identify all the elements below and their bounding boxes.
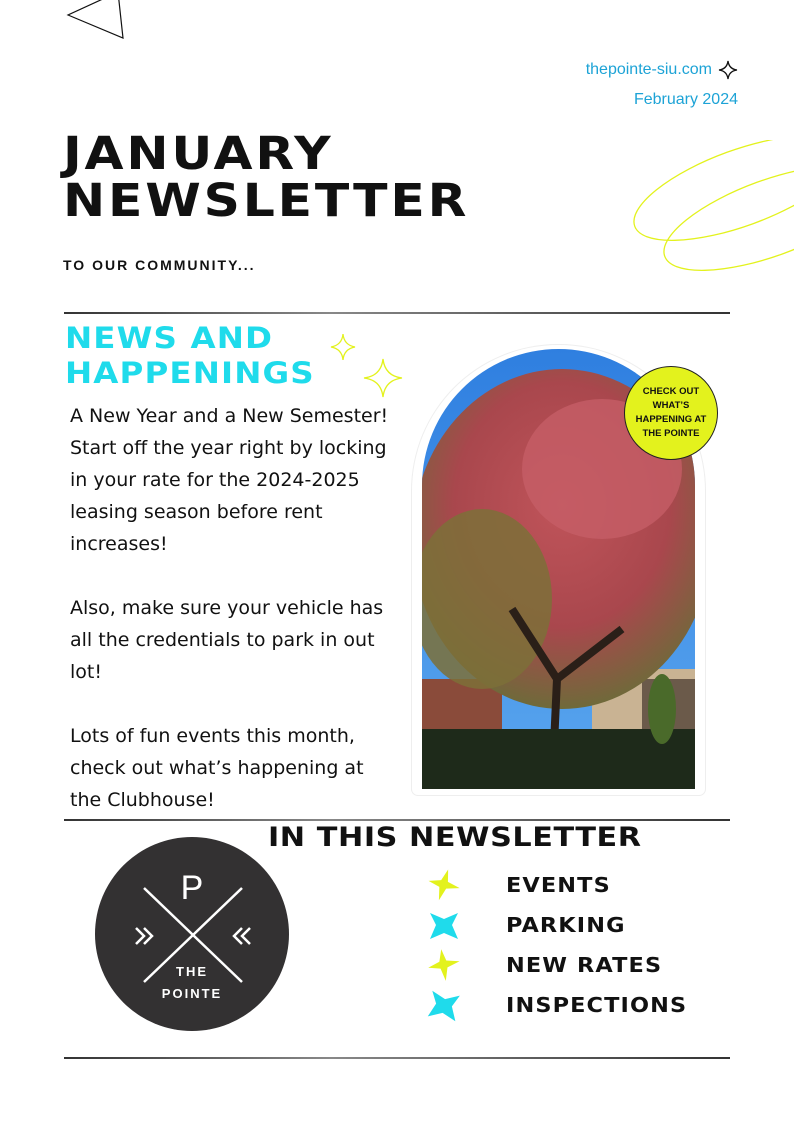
news-title-line-1: NEWS AND <box>65 321 274 355</box>
news-paragraph: A New Year and a New Semester! Start off the year right by locking in your rate for the 2024-2025 leasing season before rent increases! <box>70 405 389 555</box>
divider <box>64 1057 730 1059</box>
logo-line-1: THE <box>176 964 208 979</box>
news-title-line-2: HAPPENINGS <box>65 356 315 390</box>
news-body <box>70 400 400 848</box>
news-paragraph: Lots of fun events this month, check out what’s happening at the Clubhouse! <box>70 725 364 811</box>
toc-label: PARKING <box>506 913 626 937</box>
toc-list <box>426 865 688 1025</box>
title-line-1: JANUARY <box>63 127 334 180</box>
the-pointe-logo <box>94 836 290 1032</box>
website-text: thepointe-siu.com <box>585 61 712 78</box>
star-icon <box>426 947 462 983</box>
issue-date: February 2024 <box>633 91 738 108</box>
toc-label: INSPECTIONS <box>506 993 688 1017</box>
toc-label: EVENTS <box>506 873 611 897</box>
divider <box>64 312 730 314</box>
toc-label: NEW RATES <box>506 953 663 977</box>
news-paragraph: Also, make sure your vehicle has all the credentials to park in out lot! <box>70 597 384 683</box>
news-section-title <box>65 321 315 391</box>
sparkle-icon <box>330 333 356 361</box>
page-title <box>63 127 470 227</box>
logo-line-2: POINTE <box>161 986 223 1001</box>
ellipse-decoration-icon <box>630 140 794 290</box>
website-link[interactable] <box>586 60 738 80</box>
sparkle-icon <box>363 358 403 398</box>
toc-item-parking[interactable] <box>426 905 668 945</box>
title-line-2: NEWSLETTER <box>63 174 470 227</box>
toc-item-inspections[interactable] <box>426 985 688 1025</box>
subtitle: TO OUR COMMUNITY... <box>63 257 256 273</box>
logo-letter: P <box>180 869 204 907</box>
triangle-decoration-icon <box>60 0 140 45</box>
divider <box>64 819 730 821</box>
star-icon <box>426 987 462 1023</box>
star-icon <box>426 907 462 943</box>
toc-item-new-rates[interactable] <box>426 945 668 985</box>
sparkle-icon <box>718 60 738 80</box>
star-icon <box>426 867 462 903</box>
toc-item-events[interactable] <box>426 865 668 905</box>
check-out-badge: CHECK OUT WHAT’S HAPPENING AT THE POINTE <box>624 366 718 460</box>
toc-title: IN THIS NEWSLETTER <box>268 822 642 853</box>
